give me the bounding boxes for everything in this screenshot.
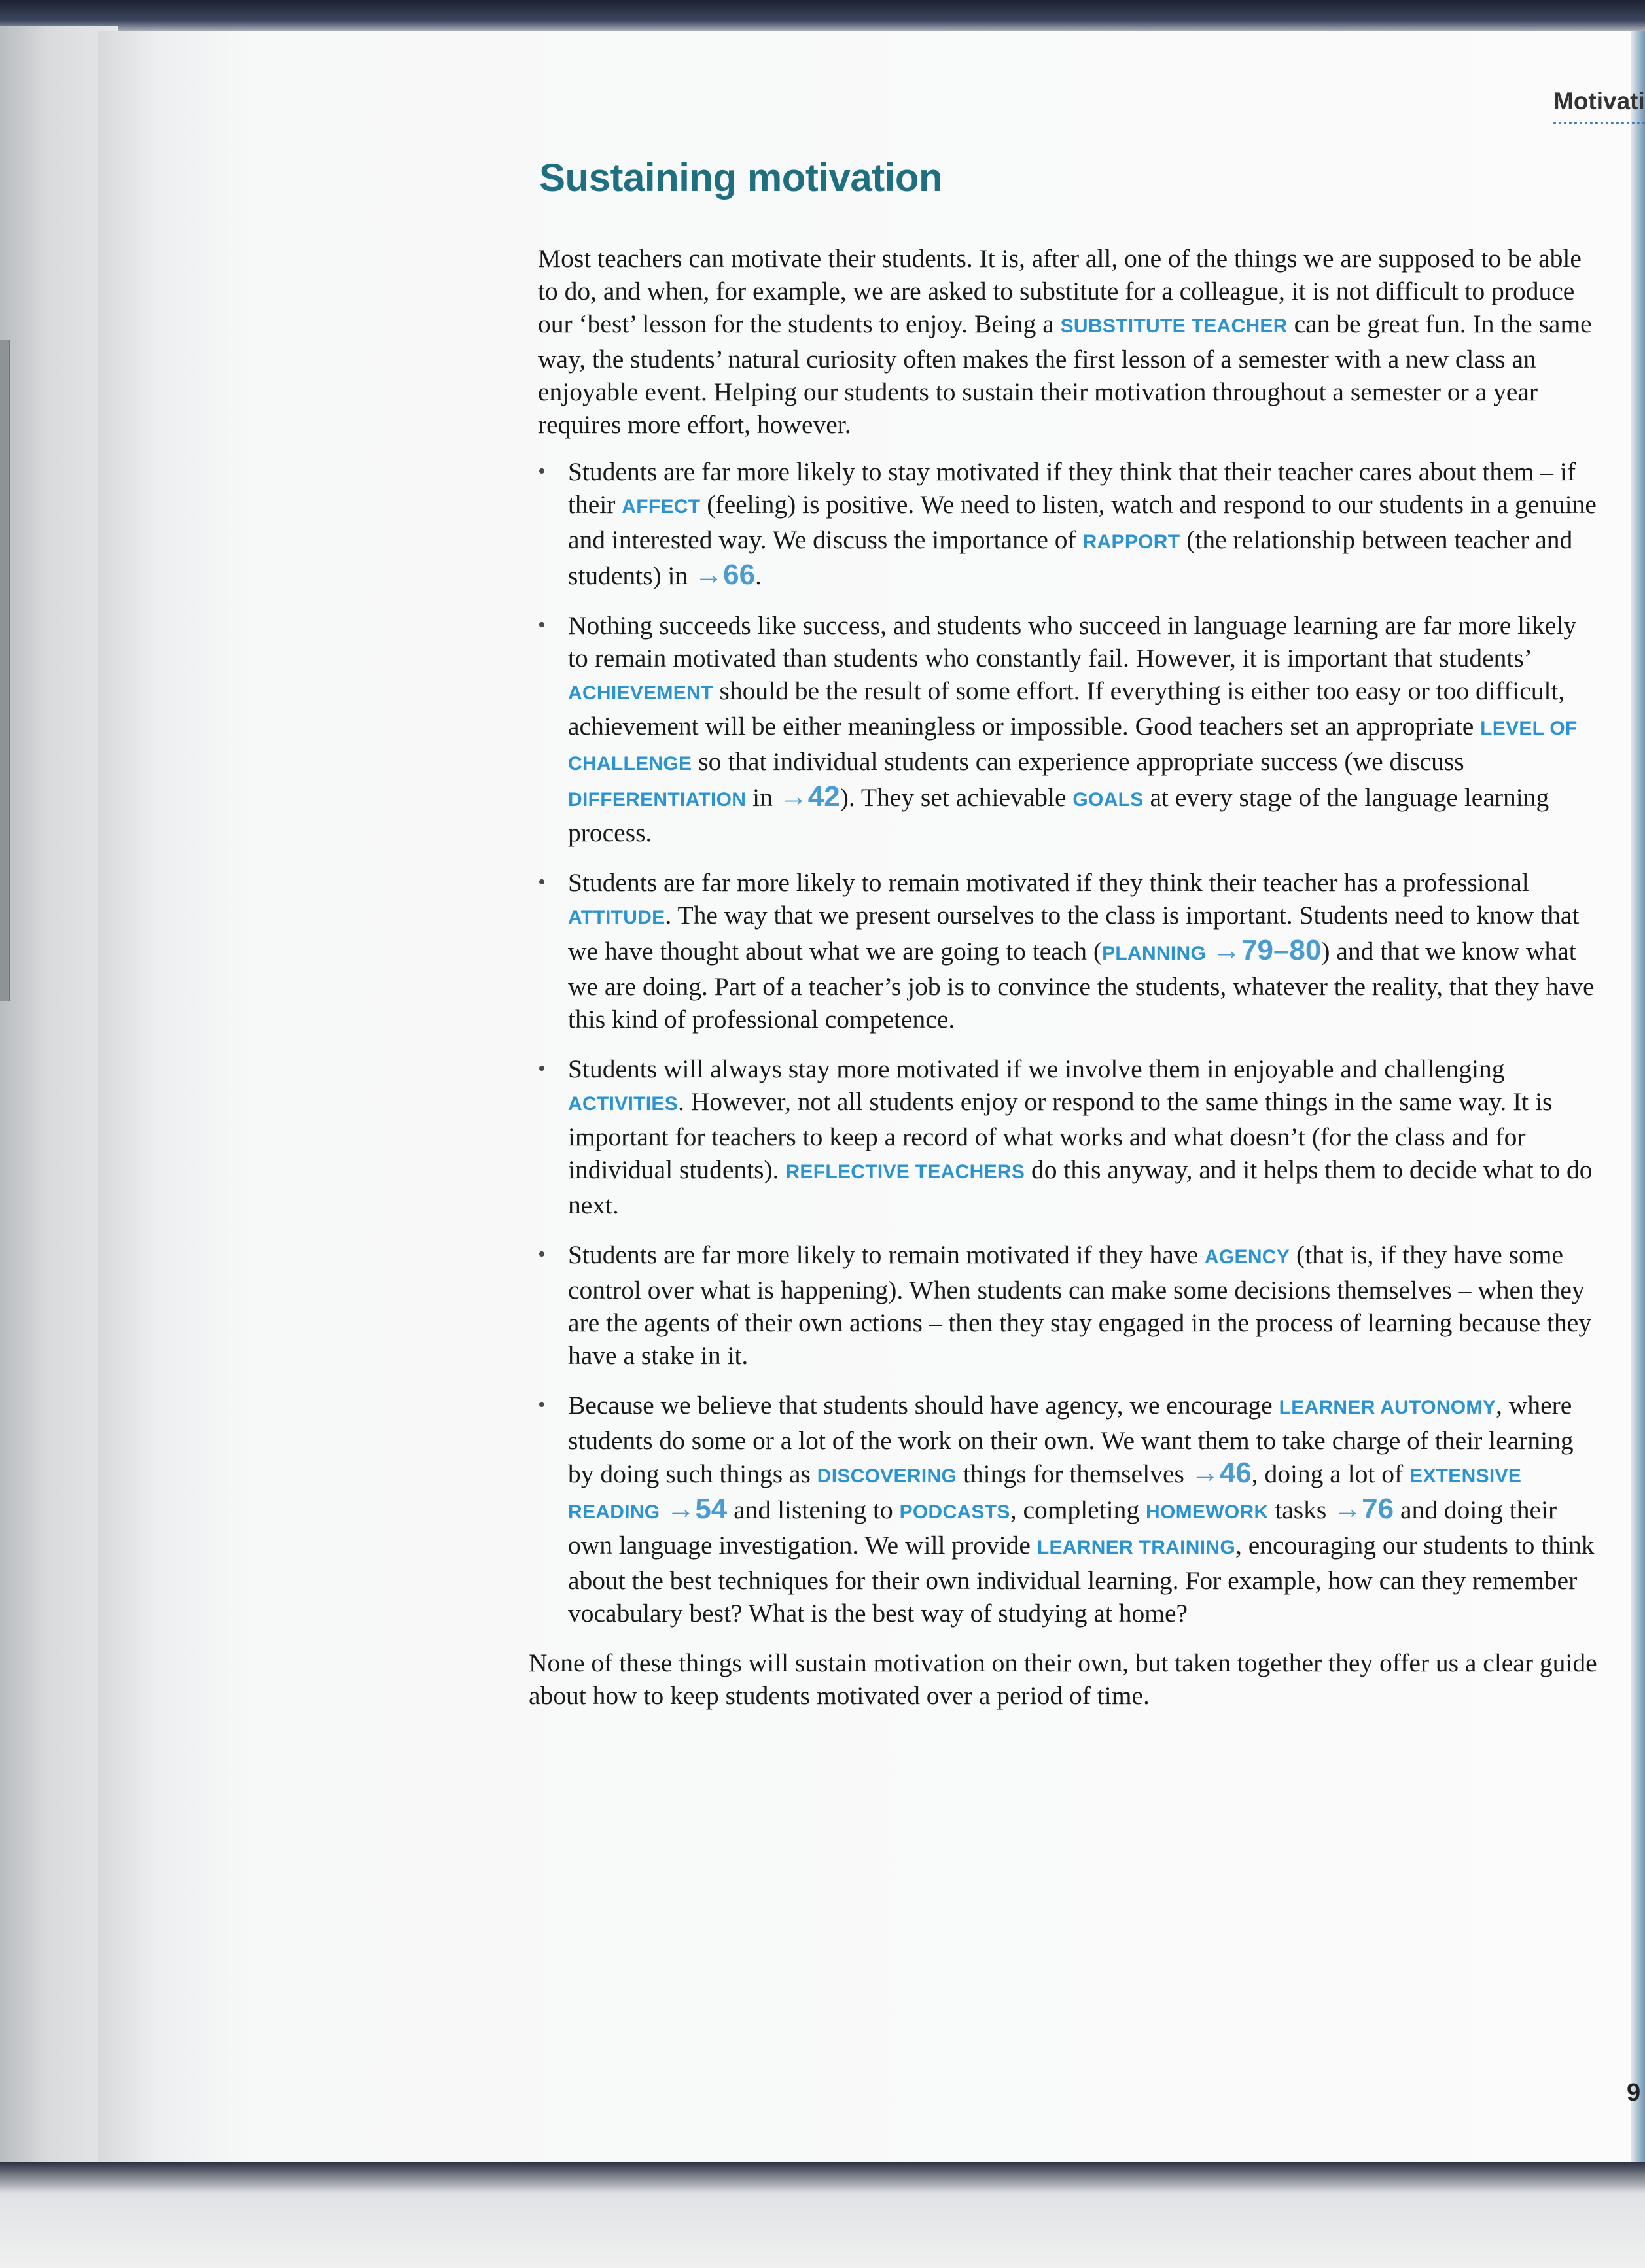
intro-paragraph: Most teachers can motivate their students. It is, after all, one of the things we are supposed to be able to do, and when, for example, we are asked to substitute for a colleague, it is not difficult to produce our ‘best’ lesson for the students to enjoy. Being a SUBSTITUTE TEACHER can be great fun. In the same way, the students’ natural curiosity often makes the first lesson of a semester with a new class an enjoyable event. Helping our students to sustain their motivation throughout a semester or a year requires more effort, however.	[538, 244, 1592, 439]
page-content	[529, 152, 1602, 1712]
bullet-text: Students will always stay more motivated if we involve them in enjoyable and challenging ACTIVITIES. However, not all students enjoy or respond to the same things in the same way. It is important for teachers to keep a record of what works and what doesn’t (for the class and for individual students). REFLECTIVE TEACHERS do this anyway, and it helps them to decide what to do next.	[568, 1055, 1593, 1219]
key-term: EXTENSIVE READING	[568, 1465, 1522, 1523]
bullet-text: Because we believe that students should have agency, we encourage LEARNER AUTONOMY, where students do some or a lot of the work on their own. We want them to take charge of their learning by doing such things as DISCOVERING things for themselves →46, doing a lot of EXTENSIVE READING →54 and listening to PODCASTS, completing HOMEWORK tasks →76 and doing their own language investigation. We will provide LEARNER TRAINING, encouraging our students to think about the best techniques for their own individual learning. For example, how can they remember vocabulary best? What is the best way of studying at home?	[568, 1391, 1595, 1628]
key-term: SUBSTITUTE TEACHER	[1060, 315, 1288, 337]
bullet-dot-icon: •	[538, 459, 546, 483]
key-term: LEARNER AUTONOMY	[1279, 1397, 1496, 1418]
bullet-dot-icon: •	[538, 870, 546, 894]
bullet-text: Nothing succeeds like success, and students who succeed in language learning are far more likely to remain motivated than students who constantly fail. However, it is important that students’ ACHIEVEMENT should be the result of some effort. If everything is either too easy or too difficult, achievement will be either meaningless or impossible. Good teachers set an appropriate LEVEL OF CHALLENGE so that individual students can experience appropriate success (we discuss DIFFERENTIATION in →42). They set achievable GOALS at every stage of the language learning process.	[568, 611, 1578, 847]
bullet-text: Students are far more likely to stay motivated if they think that their teacher cares about them – if their AFFECT (feeling) is positive. We need to listen, watch and respond to our students in a genuine and interested way. We discuss the importance of RAPPORT (the relationship between teacher and students) in →66.	[568, 457, 1597, 591]
cross-reference: →42	[779, 780, 840, 812]
page-title: Sustaining motivation	[539, 156, 943, 200]
bullet-item	[529, 1238, 1602, 1372]
key-term: LEARNER TRAINING	[1036, 1537, 1235, 1558]
page-number: 9	[1627, 2079, 1641, 2106]
key-term: HOMEWORK	[1146, 1501, 1269, 1523]
cross-reference: →76	[1333, 1493, 1394, 1525]
cross-reference: →66	[694, 559, 756, 591]
bullet-list	[529, 455, 1602, 1630]
running-head: Motivati	[1553, 88, 1645, 114]
key-term: ACTIVITIES	[568, 1093, 679, 1115]
bullet-item	[529, 609, 1602, 849]
bullet-dot-icon: •	[538, 1242, 546, 1266]
scan-bottom-edge	[0, 2162, 1645, 2268]
key-term: AGENCY	[1204, 1246, 1290, 1268]
bullet-dot-icon: •	[538, 613, 546, 637]
bullet-item	[529, 1389, 1602, 1630]
key-term: ACHIEVEMENT	[568, 682, 713, 704]
closing-paragraph: None of these things will sustain motivation on their own, but taken together they offer us a clear guide about how to keep students motivated over a period of time.	[529, 1649, 1597, 1710]
bullet-text: Students are far more likely to remain motivated if they have AGENCY (that is, if they have some control over what is happening). When students can make some decisions themselves – when they are the agents of their own actions – then they stay engaged in the process of learning because they have a stake in it.	[568, 1240, 1592, 1370]
page-right-edge	[1631, 31, 1645, 2165]
key-term: DISCOVERING	[817, 1465, 957, 1487]
key-term: ATTITUDE	[568, 907, 665, 928]
key-term: PODCASTS	[899, 1501, 1010, 1523]
bullet-item	[529, 455, 1602, 592]
bullet-dot-icon: •	[538, 1393, 546, 1417]
key-term: LEVEL OF CHALLENGE	[568, 718, 1578, 775]
running-head-rule	[1553, 122, 1645, 127]
key-term: RAPPORT	[1082, 531, 1180, 553]
bullet-item	[529, 866, 1602, 1036]
bullet-dot-icon: •	[538, 1056, 546, 1081]
key-term: PLANNING	[1102, 943, 1207, 964]
key-term: GOALS	[1072, 789, 1144, 811]
key-term: REFLECTIVE TEACHERS	[785, 1161, 1025, 1183]
bullet-text: Students are far more likely to remain motivated if they think their teacher has a professional ATTITUDE. The way that we present ourselves to the class is important. Students need to know that we have thought about what we are going to teach (PLANNING →79–80) and that we know what we are doing. Part of a teacher’s job is to convince the students, whatever the reality, that they have this kind of professional competence.	[568, 868, 1595, 1034]
key-term: DIFFERENTIATION	[568, 789, 747, 811]
scan-top-edge	[0, 0, 1645, 34]
cross-reference: →79–80	[1212, 934, 1322, 966]
cross-reference: →54	[666, 1493, 728, 1525]
book-spine-tab	[0, 340, 10, 1001]
bullet-item	[529, 1053, 1602, 1221]
key-term: AFFECT	[622, 496, 701, 517]
cross-reference: →46	[1190, 1457, 1252, 1489]
